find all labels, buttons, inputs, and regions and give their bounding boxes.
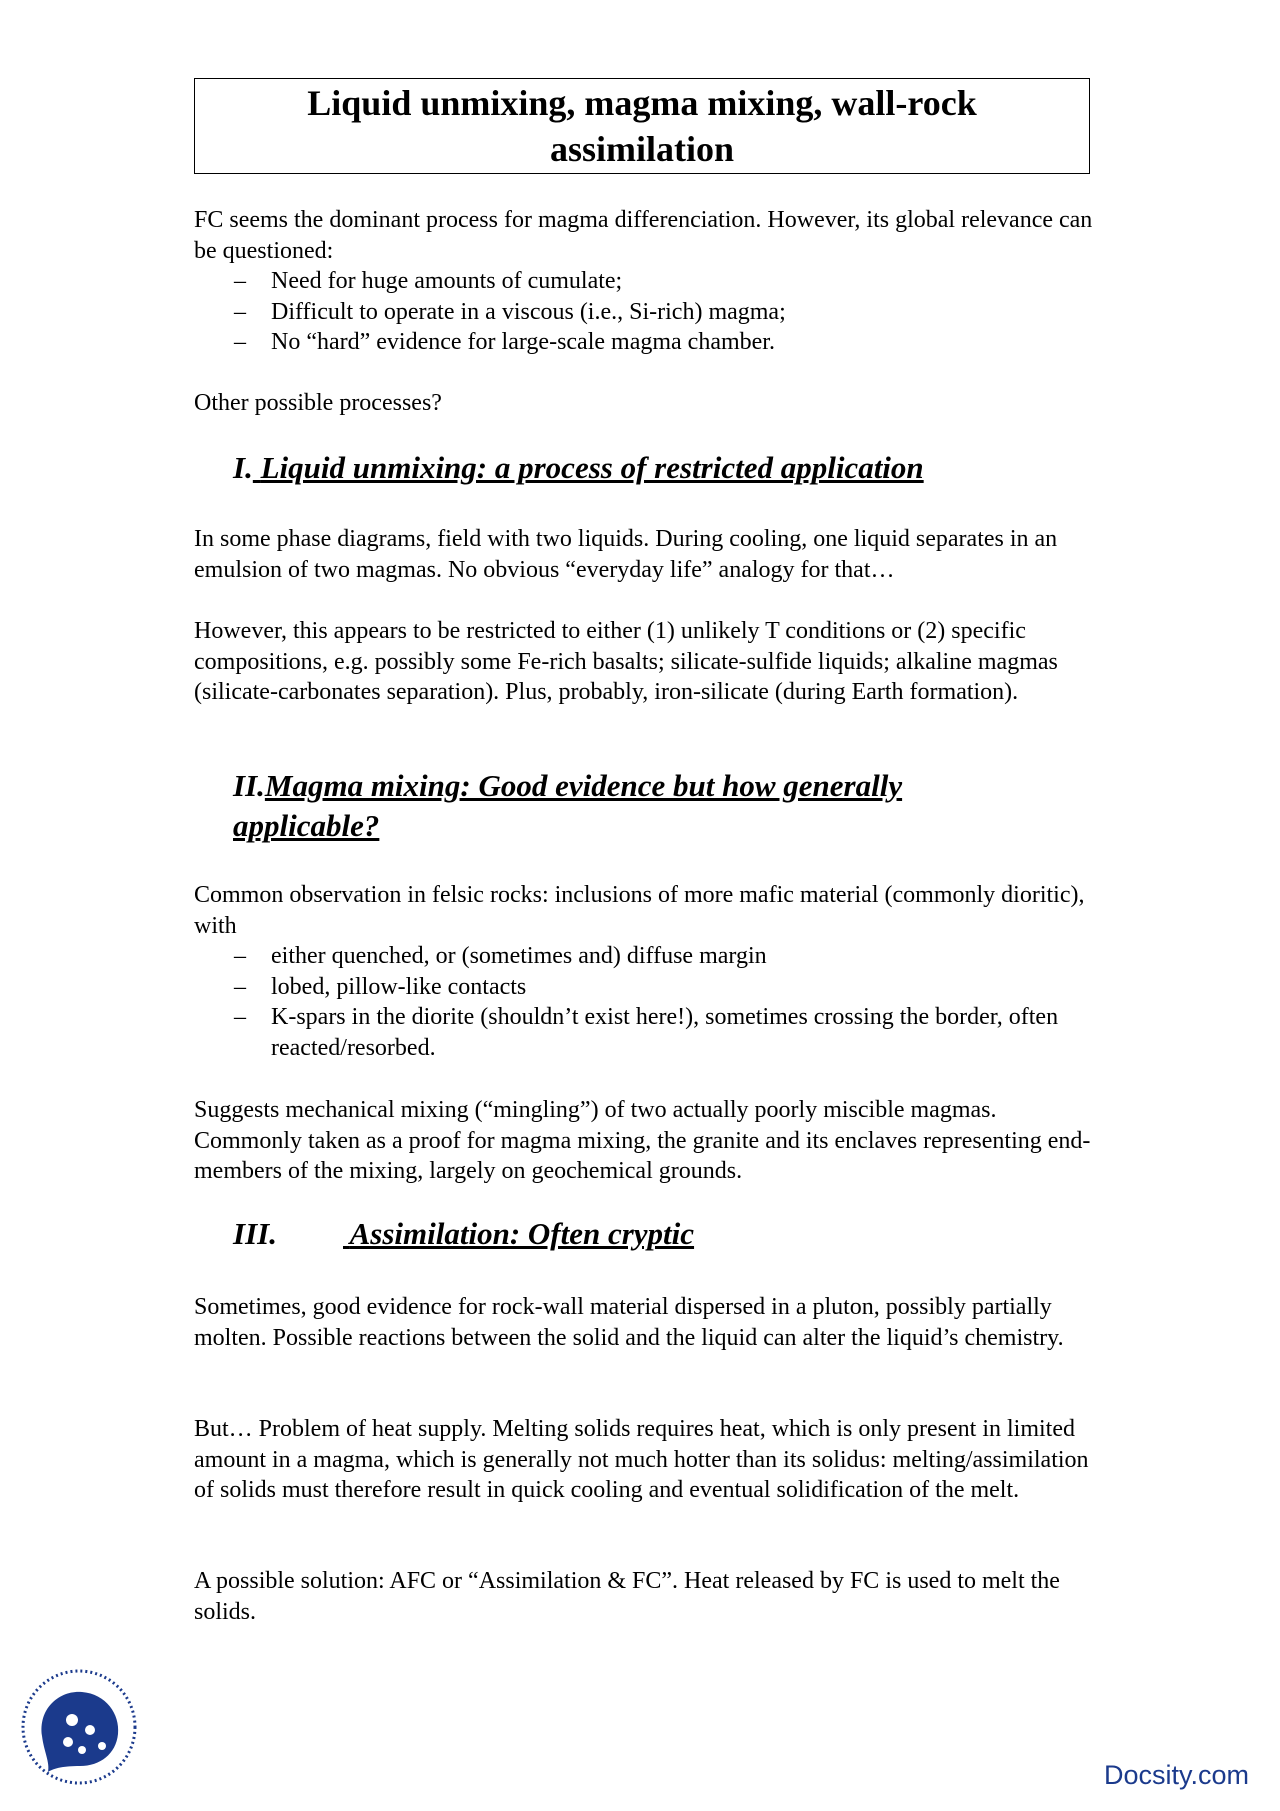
list-item — [194, 941, 1094, 972]
section-2-title-line-2: applicable? — [233, 808, 380, 843]
section-3-paragraph-2: But… Problem of heat supply. Melting solids requires heat, which is only present in limited amount in a magma, which is generally not much hotter than its solidus: melting/assimilation of solids must therefore result in quick cooling and eventual solidification of the melt. — [194, 1416, 1089, 1503]
bullet-marker: – — [234, 329, 246, 355]
list-item-text: lobed, pillow-like contacts — [271, 973, 527, 1000]
list-item — [194, 1002, 1094, 1063]
intro-bullet-list — [194, 266, 1094, 358]
list-item — [194, 327, 1094, 358]
section-2-number: II. — [233, 768, 265, 803]
section-2-paragraph-1: Common observation in felsic rocks: inclusions of more mafic material (commonly dioritic), with — [194, 882, 1085, 939]
section-3-title: Assimilation: Often cryptic — [349, 1216, 695, 1251]
section-3-heading — [233, 1214, 694, 1254]
bullet-marker: – — [234, 298, 246, 325]
section-1-heading — [233, 448, 924, 488]
list-item — [194, 266, 1094, 297]
list-item — [194, 297, 1094, 328]
section-2-title-line-1: Magma mixing: Good evidence but how generally — [264, 768, 903, 803]
docsity-logo-icon — [20, 1668, 138, 1786]
title-box — [194, 78, 1090, 174]
bullet-marker: – — [234, 973, 246, 1000]
section-3-paragraph-3: A possible solution: AFC or “Assimilation & FC”. Heat released by FC is used to melt the solids. — [194, 1568, 1060, 1625]
section-2-paragraph-2: Suggests mechanical mixing (“mingling”) of two actually poorly miscible magmas. Commonly taken as a proof for magma mixing, the granite and its enclaves representing end-members of the mixing, largely on geochemical grounds. — [194, 1097, 1091, 1184]
list-item-text: Difficult to operate in a viscous (i.e., Si-rich) magma; — [271, 298, 786, 325]
bullet-marker: – — [234, 268, 246, 294]
section-3-paragraph-1: Sometimes, good evidence for rock-wall material dispersed in a pluton, possibly partially molten. Possible reactions between the solid and the liquid can alter the liquid’s chemistry. — [194, 1294, 1064, 1351]
section-2-bullet-list — [194, 941, 1094, 1063]
bullet-marker: – — [234, 1004, 246, 1030]
section-1-paragraph-1: In some phase diagrams, field with two liquids. During cooling, one liquid separates in an emulsion of two magmas. No obvious “everyday life” analogy for that… — [194, 526, 1058, 583]
intro-paragraph: FC seems the dominant process for magma differenciation. However, its global relevance can be questioned: — [194, 207, 1093, 264]
bullet-marker: – — [234, 943, 246, 969]
section-1-number: I. — [233, 450, 253, 485]
section-3-number: III. — [233, 1216, 277, 1251]
list-item-text: Need for huge amounts of cumulate; — [271, 268, 623, 294]
page-title: Liquid unmixing, magma mixing, wall-rock assimilation — [307, 83, 977, 169]
list-item — [194, 972, 1094, 1003]
list-item-text: K-spars in the diorite (shouldn’t exist here!), sometimes crossing the border, often reacted/resorbed. — [271, 1004, 1059, 1061]
list-item-text: No “hard” evidence for large-scale magma chamber. — [271, 329, 775, 355]
docsity-watermark: Docsity.com — [1104, 1760, 1250, 1790]
intro-question: Other possible processes? — [194, 390, 442, 416]
section-2-heading — [233, 766, 902, 846]
section-1-title: Liquid unmixing: a process of restricted application — [260, 450, 924, 485]
section-1-paragraph-2: However, this appears to be restricted to either (1) unlikely T conditions or (2) specific compositions, e.g. possibly some Fe-rich basalts; silicate-sulfide liquids; alkaline magmas (silicate-carbonates separation). Plus, probably, iron-silicate (during Earth formation). — [194, 618, 1058, 705]
list-item-text: either quenched, or (sometimes and) diffuse margin — [271, 943, 767, 969]
